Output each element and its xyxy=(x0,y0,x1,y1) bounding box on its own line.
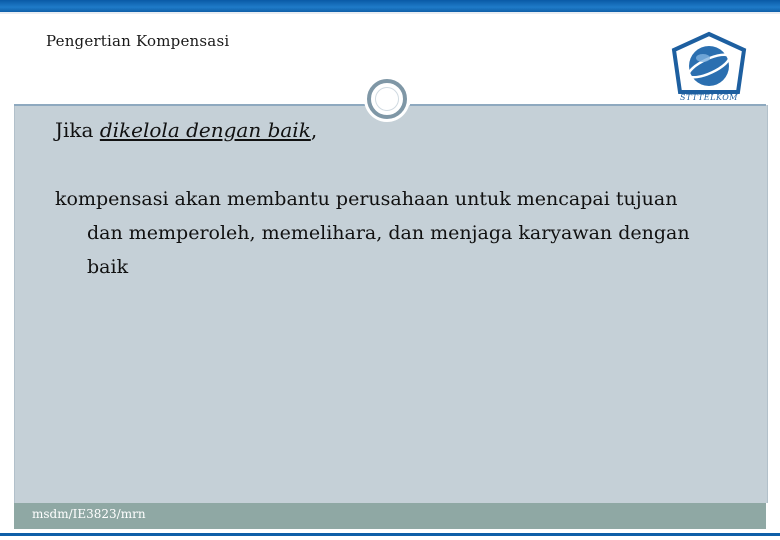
intro-suffix: , xyxy=(310,118,318,142)
bottom-accent-rule xyxy=(0,533,780,536)
top-accent-bar xyxy=(0,0,780,12)
content-panel xyxy=(14,105,768,503)
paragraph-line-3: baik xyxy=(87,256,129,278)
footer-label: msdm/IE3823/mrn xyxy=(32,507,146,521)
header-divider-right xyxy=(410,104,766,106)
intro-line xyxy=(55,118,317,142)
body-paragraph xyxy=(55,182,755,284)
intro-prefix: Jika xyxy=(55,118,100,142)
circle-ornament-icon xyxy=(367,79,407,119)
logo-label: STTTELKOM xyxy=(680,93,738,102)
paragraph-line-2: dan memperoleh, memelihara, dan menjaga karyawan dengan xyxy=(87,222,690,244)
top-accent-gap xyxy=(0,12,780,14)
header-divider-left xyxy=(14,104,369,106)
circle-ornament-inner xyxy=(375,87,399,111)
intro-emphasis: dikelola dengan baik xyxy=(99,118,311,142)
slide-title: Pengertian Kompensasi xyxy=(46,32,230,50)
paragraph-line-1: kompensasi akan membantu perusahaan untuk mencapai tujuan xyxy=(55,188,678,210)
